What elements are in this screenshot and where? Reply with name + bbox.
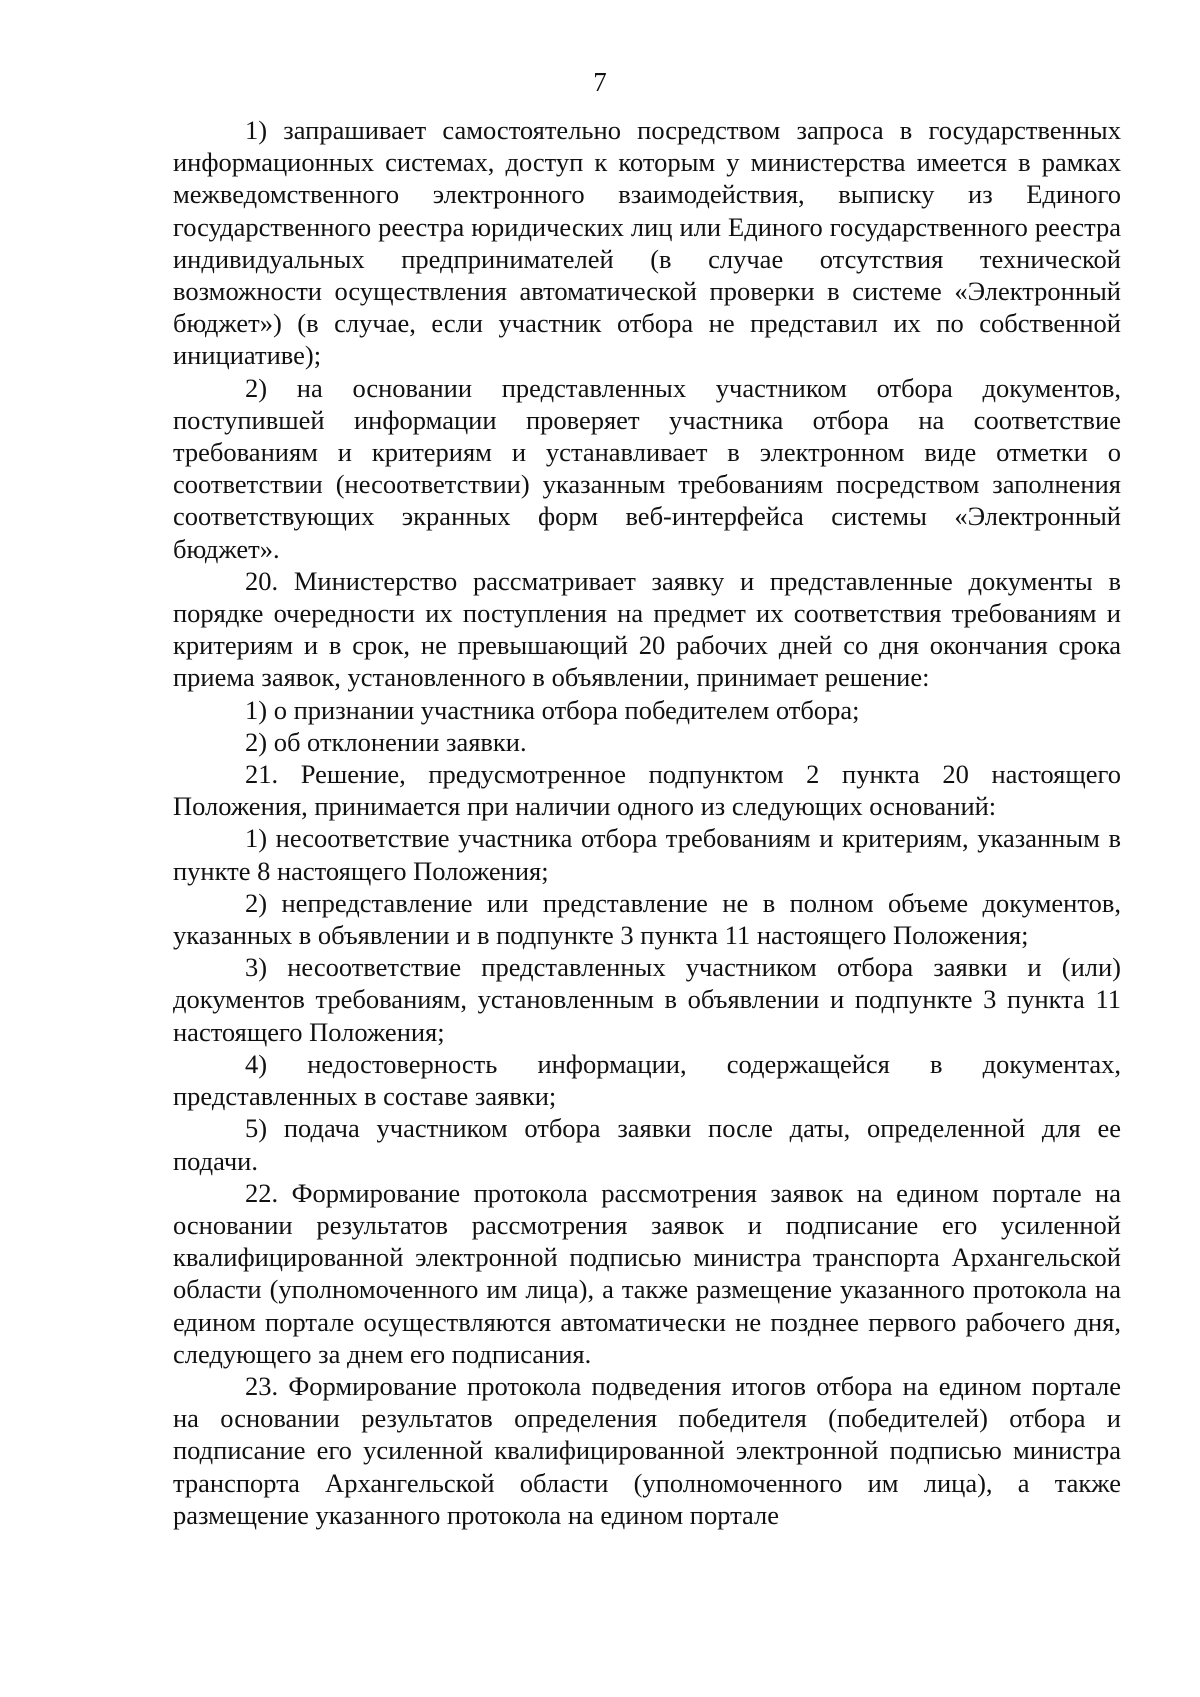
paragraph-1-item-1: 1) запрашивает самостоятельно посредством запроса в государственных информационных системах, доступ к которым у министерства имеется в рамках межведомственного электронного взаимодействия, выписку из Единого государственного реестра юридических лиц или Единого государственного реестра индивидуальных предпринимателей (в случае отсутствия технической возможности осуществления автоматической проверки в системе «Электронный бюджет») (в случае, если участник отбора не представил их по собственной инициативе); bbox=[173, 115, 1121, 371]
page-number: 7 bbox=[593, 67, 607, 97]
paragraph-1-item-2: 2) на основании представленных участником отбора документов, поступившей информации проверяет участника отбора на соответствие требованиям и критериям и устанавливает в электронном виде отметки о соответствии (несоответствии) указанным требованиям посредством заполнения соответствующих экранных форм веб-интерфейса системы «Электронный бюджет». bbox=[173, 372, 1121, 564]
paragraph-21-item-5: 5) подача участником отбора заявки после даты, определенной для ее подачи. bbox=[173, 1113, 1121, 1176]
paragraph-21-item-2: 2) непредставление или представление не в полном объеме документов, указанных в объявлении и в подпункте 3 пункта 11 настоящего Положения; bbox=[173, 887, 1121, 951]
paragraph-21-item-4: 4) недостоверность информации, содержащейся в документах, представленных в составе заявки; bbox=[173, 1048, 1121, 1112]
paragraph-21-item-3: 3) несоответствие представленных участником отбора заявки и (или) документов требованиям, установленным в объявлении и подпункте 3 пункта 11 настоящего Положения; bbox=[173, 952, 1121, 1047]
paragraph-20-item-1: 1) о признании участника отбора победителем отбора; bbox=[245, 694, 860, 725]
paragraph-20: 20. Министерство рассматривает заявку и представленные документы в порядке очередности их поступления на предмет их соответствия требованиям и критериям и в срок, не превышающий 20 рабочих дней со дня окончания срока приема заявок, установленного в объявлении, принимает решение: bbox=[173, 565, 1121, 693]
paragraph-22: 22. Формирование протокола рассмотрения заявок на едином портале на основании результатов рассмотрения заявок и подписание его усиленной квалифицированной электронной подписью министра транспорта Архангельской области (уполномоченного им лица), а также размещение указанного протокола на едином портале осуществляются автоматически не позднее первого рабочего дня, следующего за днем его подписания. bbox=[173, 1177, 1121, 1369]
paragraph-20-item-2: 2) об отклонении заявки. bbox=[245, 726, 527, 757]
paragraph-21-item-1: 1) несоответствие участника отбора требованиям и критериям, указанным в пункте 8 настоящего Положения; bbox=[173, 823, 1121, 886]
document-body bbox=[173, 114, 1121, 1531]
paragraph-21: 21. Решение, предусмотренное подпунктом 2 пункта 20 настоящего Положения, принимается при наличии одного из следующих оснований: bbox=[173, 759, 1121, 822]
paragraph-23: 23. Формирование протокола подведения итогов отбора на едином портале на основании результатов определения победителя (победителей) отбора и подписание его усиленной квалифицированной электронной подписью министра транспорта Архангельской области (уполномоченного им лица), а также размещение указанного протокола на едином портале bbox=[173, 1370, 1121, 1530]
